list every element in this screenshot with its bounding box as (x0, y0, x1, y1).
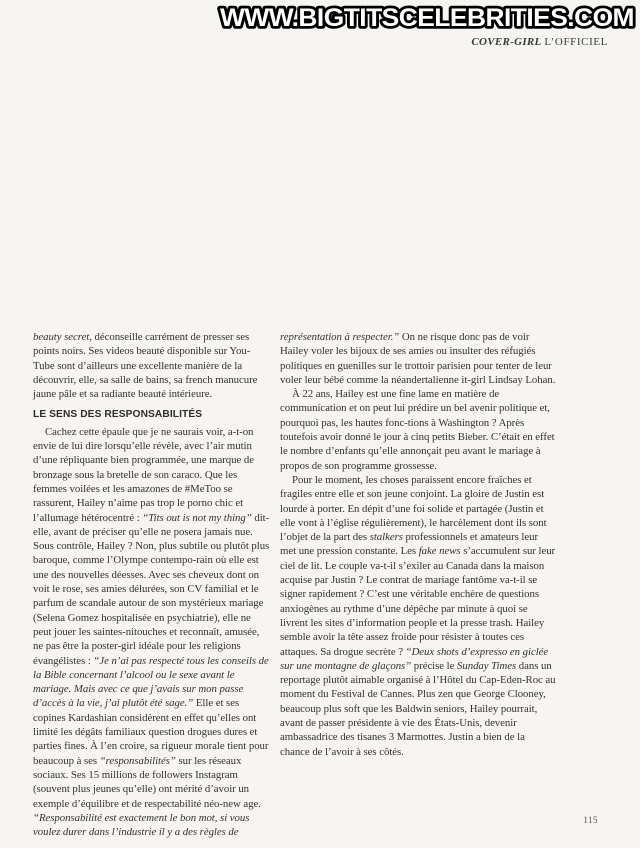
article-paragraph: À 22 ans, Hailey est une fine lame en matière de communication et on peut lui prédire un bel avenir politique et, pourquoi pas, les hautes fonc-tions à Washington ? Après toutefois avoir donné le jour à cinq petits Bieber. C’était en effet le nombre d’enfants qu’elle annonçait peu avant le mariage à propos de son programme grossesse. (280, 388, 555, 472)
section-heading: LE SENS DES RESPONSABILITÉS (33, 409, 203, 421)
page-number: 115 (583, 815, 598, 825)
masthead-cover-girl-title: COVER-GIRL (471, 36, 542, 48)
masthead (471, 36, 608, 48)
article-paragraph: Pour le moment, les choses paraissent encore fraîches et fragiles entre elle et son jeune conjoint. La gloire de Justin est lourde à porter. En dépit d’une foi solide et partagée (Justin et elle vont à l’église régulièrement), le harcèlement dont ils sont l’objet de la part des stalkers professionnels et amateurs leur met une pression constante. Les fake news s’accumulent sur leur ciel de lit. Le couple va-t-il s’exiler au Canada dans la maison acquise par Justin ? Le contrat de mariage fantôme va-t-il se signer rapidement ? C’est une véritable enchère de questions anxiogènes au rythme d’une dépêche par minute à quoi se livrent les sites d’information people et la presse trash. Hailey semble avoir la tête assez froide pour résister à toutes ces attaques. Sa drogue secrète ? “Deux shots d’expresso en giclée sur une montagne de glaçons” précise le Sunday Times dans un reportage plutôt aimable organisé à l’Hôtel du Cap-Eden-Roc au moment du Festival de Cannes. Plus zen que George Clooney, beaucoup plus soft que les Baldwin seniors, Hailey pourrait, avant de passer présidente à vie des États-Unis, devenir ambassadrice des tisanes 3 Marmottes. Justin a bien de la chance de l’avoir à ses côtés. (280, 473, 556, 758)
article-paragraph: représentation à respecter.” On ne risque donc pas de voir Hailey voler les bijoux de ses amies ou insulter des réfugiés politiques en guenilles sur le trottoir parisien pour tenter de leur voler leur bébé comme la néandertalienne it-girl Lindsay Lohan. (280, 331, 556, 386)
watermark-banner-text: WWW.BIGTITSCELEBRITIES.COM (220, 4, 634, 32)
article-paragraph: beauty secret, déconseille carrément de presser ses points noirs. Ses videos beauté disponible sur You-Tube sont d’ailleurs une excellente manière de la découvrir, elle, sa salle de bains, sa french manucure jaune pâle et sa radiante beauté intérieure. (33, 331, 258, 401)
masthead-magazine-name: L’OFFICIEL (544, 36, 608, 48)
article-right-column (280, 330, 556, 759)
article-paragraph: Cachez cette épaule que je ne saurais voir, a-t-on envie de lui dire lorsqu’elle révèle, avec l’air mutin d’une répliquante bien programmée, une marque de bronzage sous la bretelle de son caraco. Que les femmes voilées et les amazones de #MeToo se rassurent, Hailey n’aime pas trop le porno chic et l’allumage hétérocentré : “Tits out is not my thing” dit-elle, avant de préciser qu’elle ne posera jamais nue. Sous contrôle, Hailey ? Non, plus subtile ou plutôt plus baroque, comme l’Olympe contempo-rain où elle est une des nouvelles déesses. Avec ses cheveux dont on voit le rose, ses amies délurées, son CV familial et le parfum de scandale autour de son mystérieux mariage (Selena Gomez hospitalisée en psychiatrie), elle ne peut jouer les saintes-nitouches et reconnaît, amusée, ne pas être la poster-girl idéale pour les religions évangélistes : “Je n’ai pas respecté tous les conseils de la Bible concernant l’alcool ou le sexe avant le mariage. Mais avec ce que j’avais sur mon passe d’accès à la vie, j’ai plutôt été sage.” Elle et ses copines Kardashian considèrent en effet qu’elles ont limité les dégâts familiaux question drogues dures et parties fines. À l’en croire, sa rigueur morale tient pour beaucoup à ses “responsabilités” sur les réseaux sociaux. Ses 15 millions de followers Instagram (souvent plus jeunes qu’elle) ont mérité d’avoir un exemple d’équilibre et de respectabilité néo-new age. “Responsabilité est exactement le bon mot, si vous voulez durer dans l’industrie il y a des règles de (33, 425, 270, 839)
watermark-banner (216, 3, 638, 35)
article-left-column (33, 330, 271, 839)
